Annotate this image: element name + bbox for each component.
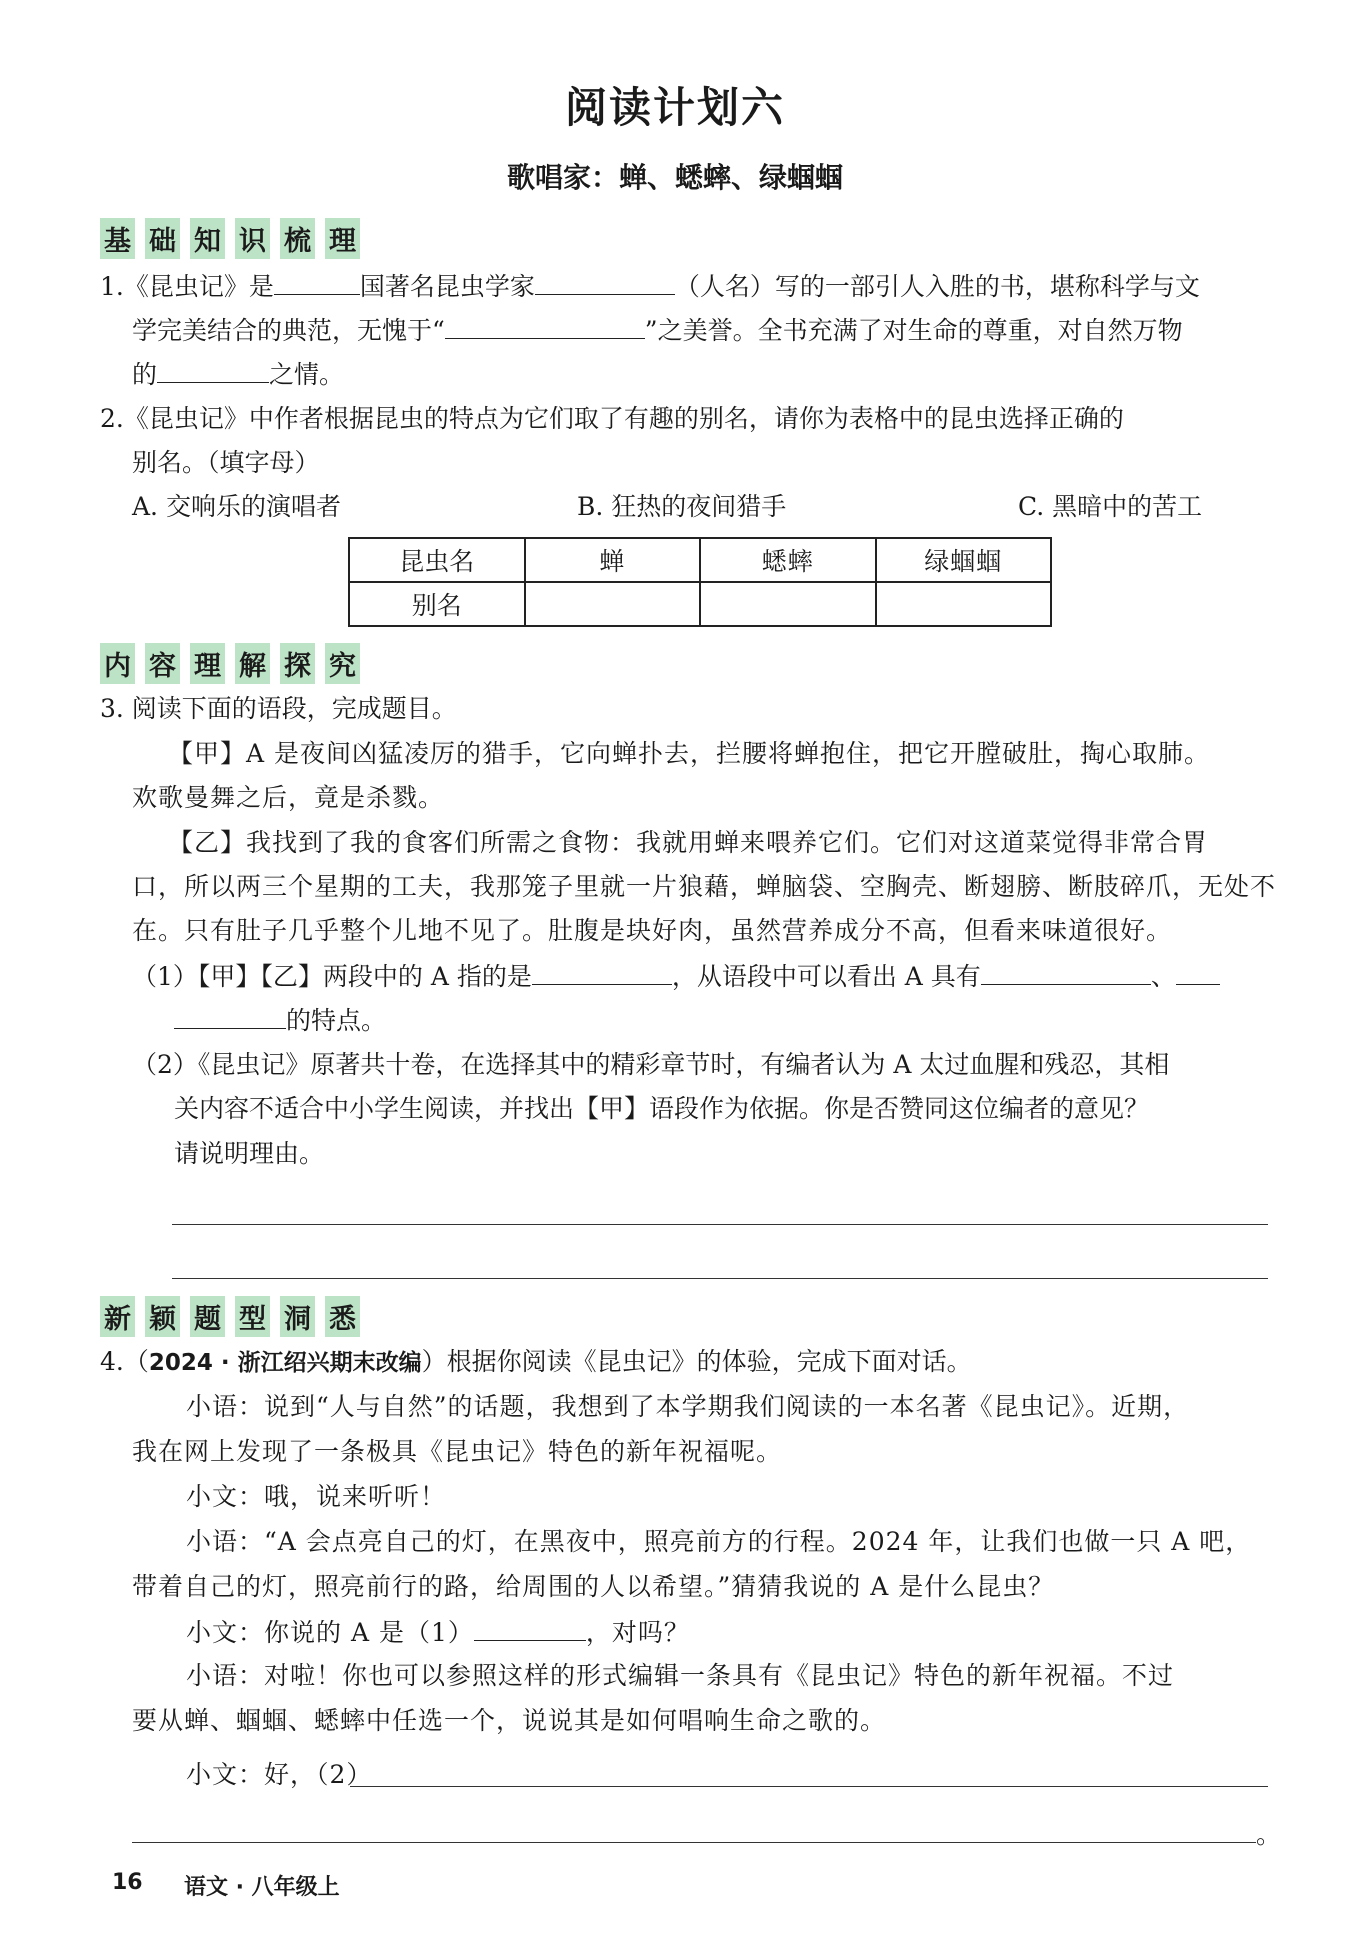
q1-line1: 1.《昆虫记》是 国著名昆虫学家 （人名）写的一部引人入胜的书，堪称科学与文 <box>100 268 1200 304</box>
q3-blank-trait2-start[interactable] <box>1176 958 1220 985</box>
page-subtitle: 歌唱家：蝉、蟋蟀、绿蝈蝈 <box>506 161 843 194</box>
q1-blank-country[interactable] <box>274 268 360 295</box>
table-answer-cell[interactable] <box>700 582 876 626</box>
q3-sub1-line2: 的特点。 <box>174 1002 386 1038</box>
q3-intro: 3. 阅读下面的语段，完成题目。 <box>100 694 457 723</box>
q1-blank-feeling[interactable] <box>157 356 269 383</box>
page-number: 16 <box>112 1870 143 1895</box>
q1-blank-author[interactable] <box>535 268 675 295</box>
section-content-understanding <box>100 643 360 684</box>
q2-option-b: B. 狂热的夜间猎手 <box>577 492 787 521</box>
passage-yi-line3: 在。只有肚子几乎整个儿地不见了。肚腹是块好肉，虽然营养成分不高，但看来味道很好。 <box>132 916 1173 945</box>
q3-blank-trait2[interactable] <box>174 1002 286 1029</box>
q3-sub2-line2: 关内容不适合中小学生阅读，并找出【甲】语段作为依据。你是否赞同这位编者的意见？ <box>174 1094 1150 1123</box>
passage-jia-line1: 【甲】A 是夜间凶猛凌厉的猎手，它向蝉扑去，拦腰将蝉抱住，把它开膛破肚，掏心取肺。 <box>168 739 1211 768</box>
table-row <box>349 538 1051 582</box>
table-header-insect: 昆虫名 <box>349 538 525 582</box>
q3-sub1-line1: （1）【甲】【乙】两段中的 A 指的是 ，从语段中可以看出 A 具有 、 <box>132 958 1220 994</box>
table-cell-insect: 绿蝈蝈 <box>876 538 1052 582</box>
dialogue-line: 小文：哦，说来听听！ <box>186 1482 447 1511</box>
section-char: 理 <box>190 643 225 684</box>
passage-yi-line2: 口，所以两三个星期的工夫，我那笼子里就一片狼藉，蝉脑袋、空胸壳、断翅膀、断肢碎爪，无处不 <box>132 872 1277 901</box>
section-char: 理 <box>325 218 360 259</box>
answer-line[interactable] <box>172 1278 1268 1279</box>
section-char: 洞 <box>280 1296 315 1337</box>
section-char: 知 <box>190 218 225 259</box>
answer-line[interactable] <box>132 1842 1256 1843</box>
table-answer-cell[interactable] <box>876 582 1052 626</box>
q2-option-a: A. 交响乐的演唱者 <box>132 492 341 521</box>
section-char: 新 <box>100 1296 135 1337</box>
section-char: 础 <box>145 218 180 259</box>
q3-sub2-line3: 请说明理由。 <box>174 1139 325 1168</box>
section-char: 颖 <box>145 1296 180 1337</box>
table-answer-cell[interactable] <box>525 582 701 626</box>
table-row <box>349 582 1051 626</box>
dialogue-line: 小语：说到“人与自然”的话题，我想到了本学期我们阅读的一本名著《昆虫记》。近期， <box>186 1392 1190 1421</box>
page-title: 阅读计划六 <box>564 83 785 132</box>
table-header-alias: 别名 <box>349 582 525 626</box>
table-cell-insect: 蟋蟀 <box>700 538 876 582</box>
q2-line1: 2.《昆虫记》中作者根据昆虫的特点为它们取了有趣的别名，请你为表格中的昆虫选择正确的 <box>100 404 1124 433</box>
passage-yi-line1: 【乙】我找到了我的食客们所需之食物：我就用蝉来喂养它们。它们对这道菜觉得非常合胃 <box>168 828 1209 857</box>
end-period: 。 <box>1256 1820 1282 1849</box>
section-basic-knowledge <box>100 218 360 259</box>
book-label: 语文 · 八年级上 <box>184 1875 340 1900</box>
q1-blank-honor[interactable] <box>445 312 645 339</box>
q3-blank-trait1[interactable] <box>981 958 1151 985</box>
section-char: 探 <box>280 643 315 684</box>
answer-line[interactable] <box>172 1224 1268 1225</box>
q1-line2: 学完美结合的典范，无愧于“ ”之美誉。全书充满了对生命的尊重，对自然万物 <box>132 312 1183 348</box>
section-char: 题 <box>190 1296 225 1337</box>
section-char: 悉 <box>325 1296 360 1337</box>
q2-option-c: C. 黑暗中的苦工 <box>1018 492 1203 521</box>
answer-line[interactable] <box>350 1786 1268 1787</box>
dialogue-line: 带着自己的灯，照亮前行的路，给周围的人以希望。”猜猜我说的 A 是什么昆虫？ <box>132 1572 1055 1601</box>
section-char: 基 <box>100 218 135 259</box>
table-cell-insect: 蝉 <box>525 538 701 582</box>
q4-intro: 4.（2024 · 浙江绍兴期末改编）根据你阅读《昆虫记》的体验，完成下面对话。 <box>100 1347 972 1376</box>
q4-source: 2024 · 浙江绍兴期末改编 <box>148 1350 422 1376</box>
dialogue-line: 小语：对啦！你也可以参照这样的形式编辑一条具有《昆虫记》特色的新年祝福。不过 <box>186 1661 1175 1690</box>
passage-jia-line2: 欢歌曼舞之后，竟是杀戮。 <box>132 783 445 812</box>
q4-blank-insect[interactable] <box>474 1614 586 1641</box>
dialogue-line: 小文：你说的 A 是（1） ，对吗？ <box>186 1614 690 1650</box>
section-char: 解 <box>235 643 270 684</box>
dialogue-line: 小语：“A 会点亮自己的灯，在黑夜中，照亮前方的行程。2024 年，让我们也做一只 A 吧， <box>186 1527 1252 1556</box>
section-char: 究 <box>325 643 360 684</box>
q1-line3: 的 之情。 <box>132 356 344 392</box>
dialogue-line: 小文：好，（2） <box>186 1760 373 1789</box>
q3-sub2-line1: （2）《昆虫记》原著共十卷，在选择其中的精彩章节时，有编者认为 A 太过血腥和残忍，其相 <box>132 1050 1170 1079</box>
section-new-question-types <box>100 1296 360 1337</box>
section-char: 型 <box>235 1296 270 1337</box>
alias-table <box>348 537 1052 627</box>
q2-line2: 别名。（填字母） <box>132 448 320 477</box>
dialogue-line: 要从蝉、蝈蝈、蟋蟀中任选一个，说说其是如何唱响生命之歌的。 <box>132 1706 887 1735</box>
section-char: 内 <box>100 643 135 684</box>
section-char: 容 <box>145 643 180 684</box>
dialogue-line: 我在网上发现了一条极具《昆虫记》特色的新年祝福呢。 <box>132 1437 783 1466</box>
section-char: 梳 <box>280 218 315 259</box>
q3-blank-a[interactable] <box>532 958 672 985</box>
section-char: 识 <box>235 218 270 259</box>
